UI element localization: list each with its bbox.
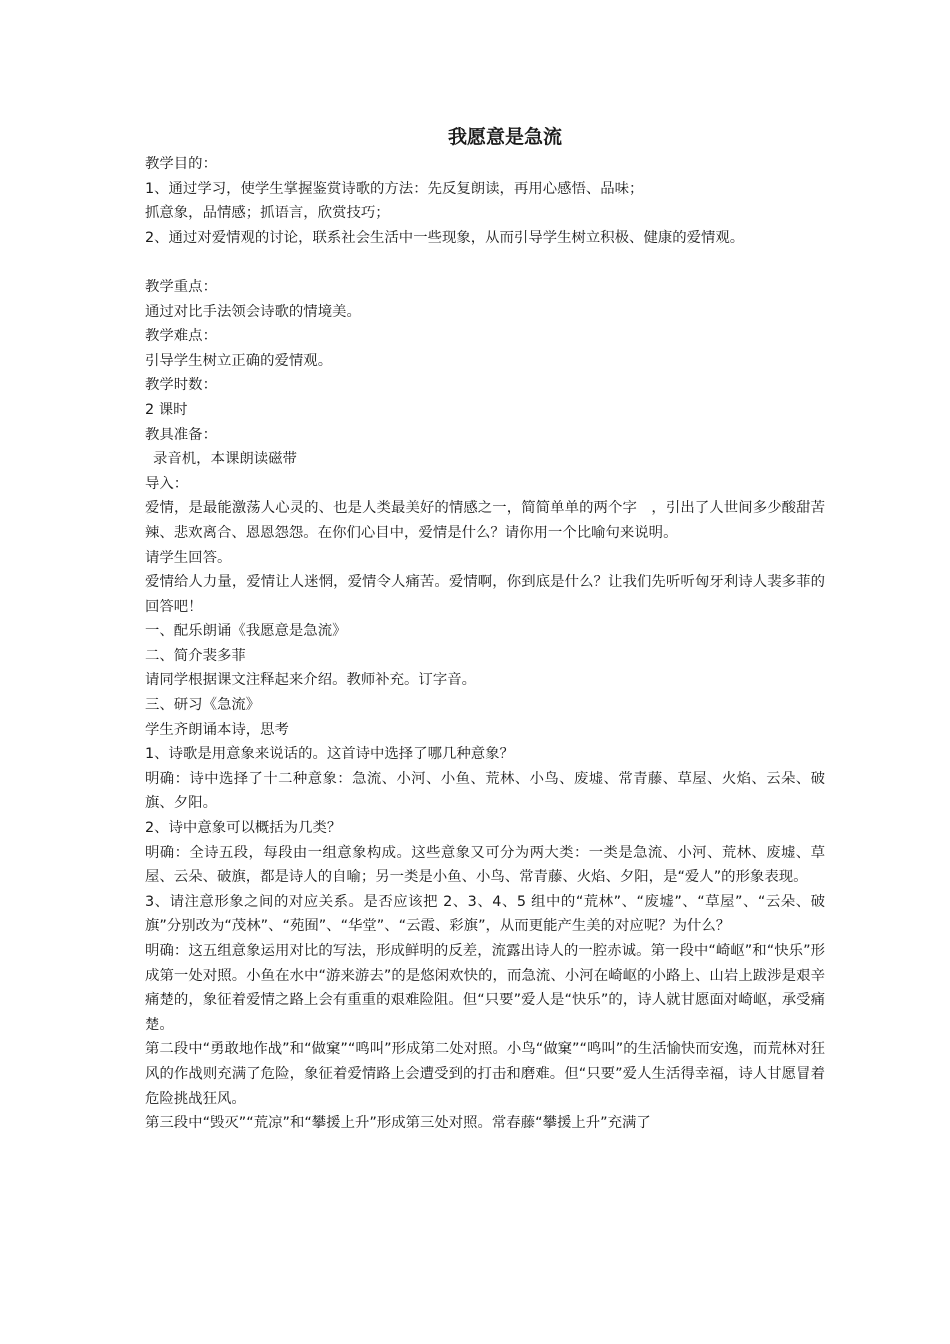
key-points-text: 通过对比手法领会诗歌的情境美。	[145, 303, 361, 320]
section-3-intro: 学生齐朗诵本诗，思考	[145, 721, 289, 738]
objective-1-continued: 抓意象，品情感；抓语言，欣赏技巧；	[145, 205, 390, 222]
intro-heading: 导入：	[145, 475, 189, 492]
paragraph-stanza-3: 第三段中“毁灭”“荒凉”和“攀援上升”形成第三处对照。常春藤“攀援上升”充满了	[145, 1115, 651, 1132]
answer-3: 明确：这五组意象运用对比的写法，形成鲜明的反差，流露出诗人的一腔赤诚。第一段中“崎岖”和“快乐”形成第一处对照。小鱼在水中“游来游去”的是悠闲欢快的，而急流、小河在崎岖的小路上、山岩上跋涉是艰辛痛楚的，象征着爱情之路上会有重重的艰难险阻。但“只要”爱人是“快乐”的，诗人就甘愿面对崎岖，承受痛楚。	[145, 943, 825, 1033]
objectives-heading: 教学目的：	[145, 156, 217, 172]
document-page	[145, 122, 825, 1136]
paragraph-stanza-2: 第二段中“勇敢地作战”和“做窠”“鸣叫”形成第二处对照。小鸟“做窠”“鸣叫”的生活愉快而安逸，而荒林对狂风的作战则充满了危险，象征着爱情路上会遭受到的打击和磨难。但“只要”爱人生活得幸福，诗人甘愿冒着危险挑战狂风。	[145, 1041, 825, 1107]
document-title: 我愿意是急流	[447, 126, 562, 148]
answer-2: 明确：全诗五段，每段由一组意象构成。这些意象又可分为两大类：一类是急流、小河、荒林、废墟、草屋、云朵、破旗，都是诗人的自喻；另一类是小鱼、小鸟、常青藤、火焰、夕阳，是“爱人”的形象表现。	[145, 844, 825, 886]
question-2: 2、诗中意象可以概括为几类？	[145, 820, 342, 837]
love-paragraph: 爱情给人力量，爱情让人迷惘，爱情令人痛苦。爱情啊，你到底是什么？让我们先听听匈牙利诗人裴多菲的回答吧！	[145, 574, 825, 615]
student-answer-line: 请学生回答。	[145, 549, 232, 566]
question-3: 3、请注意形象之间的对应关系。是否应该把 2、3、4、5 组中的“荒林”、“废墟”、“草屋”、“云朵、破旗”分别改为“茂林”、“苑囿”、“华堂”、“云霞、彩旗”，从而更能产生美的对应呢？为什么？	[145, 893, 825, 935]
section-1-heading: 一、配乐朗诵《我愿意是急流》	[145, 623, 347, 640]
blank-line	[145, 250, 825, 275]
section-2-heading: 二、简介裴多菲	[145, 647, 246, 664]
hours-text: 2 课时	[145, 401, 188, 418]
intro-paragraph: 爱情，是最能激荡人心灵的、也是人类最美好的情感之一，简简单单的两个字 ，引出了人世间多少酸甜苦辣、悲欢离合、恩恩怨怨。在你们心目中，爱情是什么？请你用一个比喻句来说明。	[145, 500, 825, 541]
materials-text: 录音机，本课朗读磁带	[153, 451, 297, 468]
section-2-text: 请同学根据课文注释起来介绍。教师补充。订字音。	[145, 672, 476, 689]
question-1: 1、诗歌是用意象来说话的。这首诗中选择了哪几种意象？	[145, 746, 514, 763]
difficulties-text: 引导学生树立正确的爱情观。	[145, 352, 333, 369]
answer-1: 明确：诗中选择了十二种意象：急流、小河、小鱼、荒林、小鸟、废墟、常青藤、草屋、火焰、云朵、破旗、夕阳。	[145, 770, 825, 812]
section-3-heading: 三、研习《急流》	[145, 697, 261, 714]
hours-heading: 教学时数：	[145, 377, 217, 394]
materials-heading: 教具准备：	[145, 426, 217, 443]
objective-2: 2、通过对爱情观的讨论，联系社会生活中一些现象，从而引导学生树立积极、健康的爱情观。	[145, 229, 745, 246]
objective-1: 1、通过学习，使学生掌握鉴赏诗歌的方法：先反复朗读，再用心感悟、品味；	[145, 180, 644, 197]
difficulties-heading: 教学难点：	[145, 328, 217, 345]
key-points-heading: 教学重点：	[145, 278, 217, 295]
